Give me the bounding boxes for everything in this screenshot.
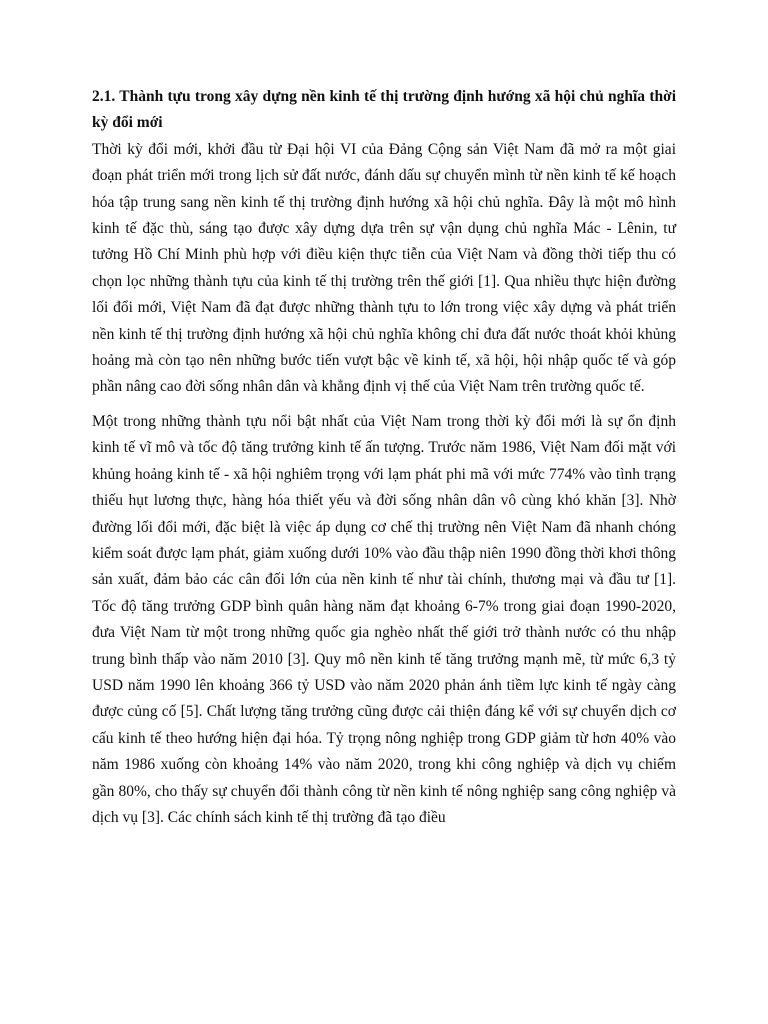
paragraph-1: Thời kỳ đổi mới, khởi đầu từ Đại hội VI của Đảng Cộng sản Việt Nam đã mở ra một giai đoạn phát triển mới trong lịch sử đất nước, đánh dấu sự chuyển mình từ nền kinh tế kế hoạch hóa tập trung sang nền kinh tế thị trường định hướng xã hội chủ nghĩa. Đây là một mô hình kinh tế đặc thù, sáng tạo được xây dựng dựa trên sự vận dụng chủ nghĩa Mác - Lênin, tư tưởng Hồ Chí Minh phù hợp với điều kiện thực tiễn của Việt Nam và đồng thời tiếp thu có chọn lọc những thành tựu của kinh tế thị trường trên thế giới [1]. Qua nhiều thực hiện đường lối đổi mới, Việt Nam đã đạt được những thành tựu to lớn trong việc xây dựng và phát triển nền kinh tế thị trường định hướng xã hội chủ nghĩa không chỉ đưa đất nước thoát khỏi khủng hoảng mà còn tạo nên những bước tiến vượt bậc về kinh tế, xã hội, hội nhập quốc tế và góp phần nâng cao đời sống nhân dân và khẳng định vị thế của Việt Nam trên trường quốc tế. — [92, 140, 676, 396]
section-heading: 2.1. Thành tựu trong xây dựng nền kinh tế thị trường định hướng xã hội chủ nghĩa thời kỳ đổi mới — [92, 88, 676, 132]
paragraph-2: Một trong những thành tựu nổi bật nhất của Việt Nam trong thời kỳ đổi mới là sự ổn định kinh tế vĩ mô và tốc độ tăng trưởng kinh tế ấn tượng. Trước năm 1986, Việt Nam đối mặt với khủng hoảng kinh tế - xã hội nghiêm trọng với lạm phát phi mã với mức 774% vào tình trạng thiếu hụt lương thực, hàng hóa thiết yếu và đời sống nhân dân vô cùng khó khăn [3]. Nhờ đường lối đổi mới, đặc biệt là việc áp dụng cơ chế thị trường nên Việt Nam đã nhanh chóng kiểm soát được lạm phát, giảm xuống dưới 10% vào đầu thập niên 1990 đồng thời khơi thông sản xuất, đảm bảo các cân đối lớn của nền kinh tế như tài chính, thương mại và đầu tư [1]. Tốc độ tăng trưởng GDP bình quân hàng năm đạt khoảng 6-7% trong giai đoạn 1990-2020, đưa Việt Nam từ một trong những quốc gia nghèo nhất thế giới trở thành nước có thu nhập trung bình thấp vào năm 2010 [3]. Quy mô nền kinh tế tăng trưởng mạnh mẽ, từ mức 6,3 tỷ USD năm 1990 lên khoảng 366 tỷ USD vào năm 2020 phản ánh tiềm lực kinh tế ngày càng được củng cố [5]. Chất lượng tăng trưởng cũng được cải thiện đáng kể với sự chuyển dịch cơ cấu kinh tế theo hướng hiện đại hóa. Tỷ trọng nông nghiệp trong GDP giảm từ hơn 40% vào năm 1986 xuống còn khoảng 14% vào năm 2020, trong khi công nghiệp và dịch vụ chiếm gần 80%, cho thấy sự chuyển đổi thành công từ nền kinh tế nông nghiệp sang công nghiệp và dịch vụ [3]. Các chính sách kinh tế thị trường đã tạo điều — [92, 412, 676, 826]
